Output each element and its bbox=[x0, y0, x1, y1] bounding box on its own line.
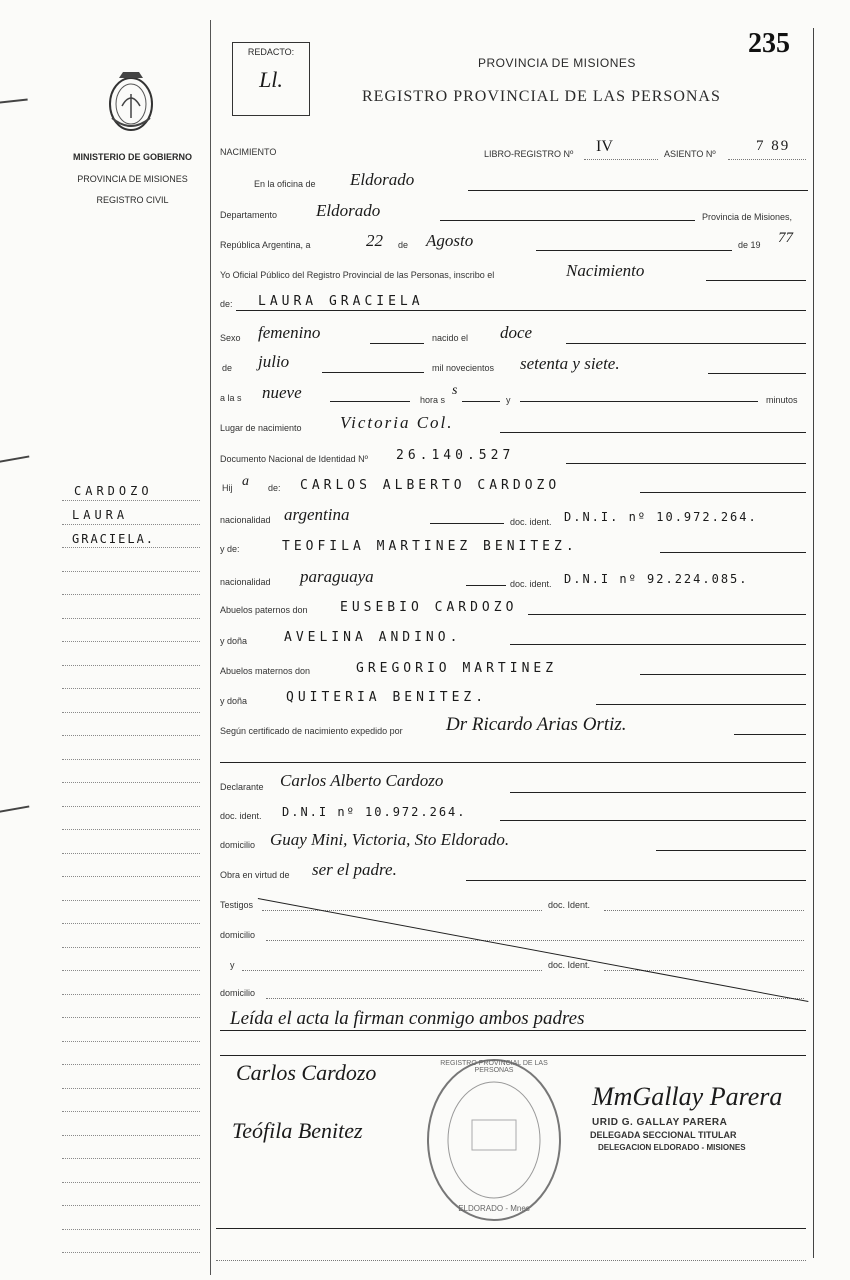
oficial-label: Yo Oficial Público del Registro Provincial de las Personas, inscribo el bbox=[220, 270, 495, 280]
mes-value: Agosto bbox=[426, 231, 474, 250]
margin-dotted-line bbox=[62, 571, 200, 572]
minutos-label: minutos bbox=[766, 395, 798, 405]
dni-value: 26.140.527 bbox=[396, 448, 515, 463]
redacto-initials: Ll. bbox=[259, 67, 283, 92]
margin-dotted-line bbox=[62, 782, 200, 783]
mes-nac-value: julio bbox=[258, 352, 290, 371]
official-name-stamp: URID G. GALLAY PARERA bbox=[592, 1117, 728, 1128]
redacto-box bbox=[232, 42, 310, 116]
margin-note-first-name: LAURA bbox=[72, 508, 129, 522]
departamento-label: Departamento bbox=[220, 210, 278, 220]
coat-of-arms-icon bbox=[104, 68, 158, 136]
margin-dotted-line bbox=[62, 1017, 200, 1018]
de-padre-label: de: bbox=[268, 483, 281, 493]
nacimiento-label: NACIMIENTO bbox=[220, 147, 277, 157]
alas-label: a la s bbox=[220, 393, 242, 403]
margin-dotted-line bbox=[62, 1182, 200, 1183]
margin-dotted-line bbox=[62, 923, 200, 924]
leida-text: Leída el acta la firman conmigo ambos padres bbox=[230, 1008, 585, 1029]
signature-oficial: MmGallay Parera bbox=[592, 1082, 783, 1111]
madre-value: TEOFILA MARTINEZ BENITEZ. bbox=[282, 539, 578, 554]
margin-dotted-line bbox=[62, 1064, 200, 1065]
margin-dotted-line bbox=[62, 1252, 200, 1253]
redacto-label: REDACTO: bbox=[247, 47, 295, 57]
lugar-label: Lugar de nacimiento bbox=[220, 423, 302, 433]
margin-dotted-line bbox=[62, 547, 200, 548]
provincia-label: Provincia de Misiones, bbox=[702, 212, 793, 222]
domicilio-label: domicilio bbox=[220, 840, 256, 850]
obra-label: Obra en virtud de bbox=[220, 870, 290, 880]
margin-dotted-line bbox=[62, 1088, 200, 1089]
asiento-value: 7 89 bbox=[756, 138, 791, 154]
libro-value: IV bbox=[596, 138, 613, 155]
y-label: y bbox=[506, 395, 511, 405]
signature-madre: Teófila Benitez bbox=[232, 1118, 363, 1143]
documento-label: Documento Nacional de Identidad Nº bbox=[220, 454, 368, 464]
margin-dotted-line bbox=[62, 1041, 200, 1042]
nacionalidad-madre-label: nacionalidad bbox=[220, 577, 271, 587]
yde-label: y de: bbox=[220, 544, 240, 554]
doc-declarante-label: doc. ident. bbox=[220, 811, 262, 821]
margin-dotted-line bbox=[62, 641, 200, 642]
certificado-value: Dr Ricardo Arias Ortiz. bbox=[446, 714, 627, 735]
departamento-value: Eldorado bbox=[316, 201, 381, 220]
seal-bottom-text: ELDORADO - Mnes bbox=[458, 1204, 530, 1213]
margin-dotted-line bbox=[62, 594, 200, 595]
abuelo-paterno-value: EUSEBIO CARDOZO bbox=[340, 600, 518, 615]
padre-value: CARLOS ALBERTO CARDOZO bbox=[300, 478, 561, 493]
hij-suffix-value: a bbox=[242, 474, 249, 489]
nombre-value: LAURA GRACIELA bbox=[258, 294, 424, 309]
certificado-label: Según certificado de nacimiento expedido por bbox=[220, 726, 403, 736]
doc-madre-label: doc. ident. bbox=[510, 579, 552, 589]
abuelos-maternos-label: Abuelos maternos don bbox=[220, 666, 311, 676]
binding-hole-top bbox=[0, 99, 28, 110]
header-province: PROVINCIA DE MISIONES bbox=[478, 56, 636, 70]
hora-value: nueve bbox=[262, 383, 302, 402]
anio-nac-value: setenta y siete. bbox=[520, 354, 620, 373]
declarante-value: Carlos Alberto Cardozo bbox=[280, 771, 444, 790]
margin-dotted-line bbox=[62, 970, 200, 971]
testigo1-domicilio-label: domicilio bbox=[220, 930, 256, 940]
header-registry: REGISTRO PROVINCIAL DE LAS PERSONAS bbox=[362, 88, 721, 105]
ministry-registry: REGISTRO CIVIL bbox=[96, 195, 169, 205]
margin-note-surname: CARDOZO bbox=[74, 484, 153, 498]
margin-dotted-line bbox=[62, 524, 200, 525]
registry-seal-icon bbox=[424, 1056, 564, 1224]
horas-label: hora s bbox=[420, 395, 446, 405]
margin-dotted-line bbox=[62, 900, 200, 901]
binding-hole-middle bbox=[0, 455, 30, 468]
republica-label: República Argentina, a bbox=[220, 240, 311, 250]
testigo2-domicilio-label: domicilio bbox=[220, 988, 256, 998]
margin-dotted-line bbox=[62, 1229, 200, 1230]
binding-hole-bottom bbox=[0, 805, 30, 818]
hora-suffix-value: s bbox=[452, 383, 458, 398]
margin-dotted-line bbox=[62, 947, 200, 948]
doc-madre-value: D.N.I nº 92.224.085. bbox=[564, 572, 749, 586]
nacionalidad-padre-label: nacionalidad bbox=[220, 515, 271, 525]
dia-nac-value: doce bbox=[500, 323, 533, 342]
sexo-value: femenino bbox=[258, 323, 321, 342]
margin-dotted-line bbox=[62, 853, 200, 854]
margin-dotted-line bbox=[62, 665, 200, 666]
dia-value: 22 bbox=[366, 231, 383, 250]
sexo-label: Sexo bbox=[220, 333, 241, 343]
official-office-stamp: DELEGACION ELDORADO - MISIONES bbox=[598, 1143, 746, 1152]
abuelo-materno-value: GREGORIO MARTINEZ bbox=[356, 661, 558, 676]
margin-dotted-line bbox=[62, 1135, 200, 1136]
binding-rule bbox=[210, 20, 211, 1275]
margin-dotted-line bbox=[62, 500, 200, 501]
domicilio-value: Guay Mini, Victoria, Sto Eldorado. bbox=[270, 830, 510, 849]
margin-dotted-line bbox=[62, 712, 200, 713]
abuela-paterna-value: AVELINA ANDINO. bbox=[284, 630, 462, 645]
obra-value: ser el padre. bbox=[312, 860, 397, 879]
ministry-province: PROVINCIA DE MISIONES bbox=[77, 174, 188, 184]
testigo2-y-label: y bbox=[230, 960, 235, 970]
asiento-label: ASIENTO Nº bbox=[664, 149, 716, 159]
de-nombre-label: de: bbox=[220, 299, 233, 309]
doc-padre-value: D.N.I. nº 10.972.264. bbox=[564, 510, 758, 524]
doc-padre-label: doc. ident. bbox=[510, 517, 552, 527]
abuela-materna-value: QUITERIA BENITEZ. bbox=[286, 690, 488, 705]
mil-label: mil novecientos bbox=[432, 363, 495, 373]
right-rule bbox=[813, 28, 814, 1258]
nacionalidad-padre-value: argentina bbox=[284, 505, 350, 524]
ministry-title: MINISTERIO DE GOBIERNO bbox=[72, 152, 192, 162]
margin-dotted-line bbox=[62, 1205, 200, 1206]
abuela-paterna-label: y doña bbox=[220, 636, 248, 646]
margin-note-second-name: GRACIELA. bbox=[72, 532, 156, 546]
testigos-label: Testigos bbox=[220, 900, 254, 910]
doc-declarante-value: D.N.I nº 10.972.264. bbox=[282, 805, 467, 819]
anio-value: 77 bbox=[778, 230, 793, 246]
declarante-label: Declarante bbox=[220, 782, 264, 792]
margin-dotted-line bbox=[62, 618, 200, 619]
seal-ring-text: REGISTRO PROVINCIAL DE LAS PERSONAS bbox=[440, 1060, 548, 1074]
acto-value: Nacimiento bbox=[566, 261, 645, 280]
signature-padre: Carlos Cardozo bbox=[236, 1060, 377, 1085]
abuelos-paternos-label: Abuelos paternos don bbox=[220, 605, 308, 615]
lugar-value: Victoria Col. bbox=[340, 413, 454, 432]
margin-dotted-line bbox=[62, 688, 200, 689]
nacionalidad-madre-value: paraguaya bbox=[300, 567, 374, 586]
testigos-strike-line bbox=[258, 898, 809, 1002]
testigo1-doc-label: doc. Ident. bbox=[548, 900, 591, 910]
de-label: de bbox=[398, 240, 409, 250]
margin-dotted-line bbox=[62, 759, 200, 760]
abuela-materna-label: y doña bbox=[220, 696, 248, 706]
margin-dotted-line bbox=[62, 876, 200, 877]
hij-label: Hij bbox=[222, 483, 233, 493]
de-mes-label: de bbox=[222, 363, 233, 373]
margin-dotted-line bbox=[62, 806, 200, 807]
nacido-label: nacido el bbox=[432, 333, 469, 343]
margin-dotted-line bbox=[62, 1158, 200, 1159]
oficina-value: Eldorado bbox=[350, 170, 415, 189]
margin-dotted-line bbox=[62, 1111, 200, 1112]
testigo2-doc-label: doc. Ident. bbox=[548, 960, 591, 970]
margin-dotted-line bbox=[62, 829, 200, 830]
margin-dotted-line bbox=[62, 994, 200, 995]
anio-label: de 19 bbox=[738, 240, 761, 250]
libro-label: LIBRO-REGISTRO Nº bbox=[484, 149, 574, 159]
margin-dotted-line bbox=[62, 735, 200, 736]
oficina-label: En la oficina de bbox=[254, 179, 316, 189]
page-number: 235 bbox=[748, 28, 790, 59]
official-title-stamp: DELEGADA SECCIONAL TITULAR bbox=[590, 1130, 737, 1140]
